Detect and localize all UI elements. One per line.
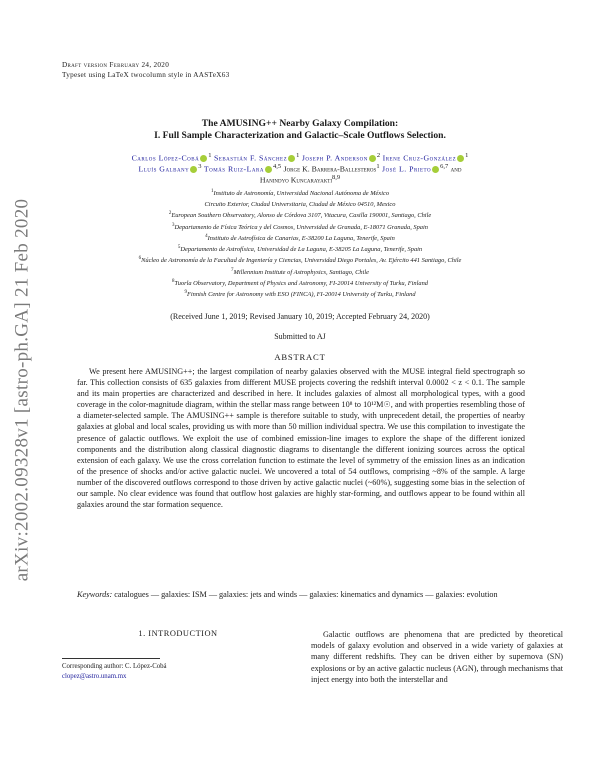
keywords-text: catalogues — galaxies: ISM — galaxies: jets and winds — galaxies: kinematics and dynamics — galaxies: evolution (114, 590, 498, 599)
corresponding-author (62, 662, 282, 681)
affiliation: $^1$Instituto de Astronomía, Universidad Nacional Autónoma de México (210, 189, 390, 198)
affiliation: $^5$Departamento de Astrofísica, Universidad de La Laguna, E-38205 La Laguna, Tenerife, Spain (177, 245, 423, 254)
received-dates: (Received June 1, 2019; Revised January 10, 2019; Accepted February 24, 2020) (170, 312, 430, 321)
paper-title-line1: The AMUSING++ Nearby Galaxy Compilation: (201, 118, 399, 129)
affiliation: $^3$Departamento de Física Teórica y del Cosmos, Universidad de Granada, E-18071 Granada, Spain (172, 222, 428, 231)
arxiv-id: arXiv:2002.09328v1 [astro-ph.GA] 21 Feb 2020 (11, 198, 33, 582)
author-line-3: Hanindyo Kuncarayakti$^{8,9}$ (259, 174, 341, 185)
footnote-rule (62, 658, 160, 659)
corresponding-email[interactable]: clopez@astro.unam.mx (62, 672, 127, 680)
abstract-text: We present here AMUSING++; the largest compilation of nearby galaxies observed with the MUSE integral field spectrograph so far. This collection consists of 635 galaxies from different MUSE projects covering the redshift interval 0.0002 < z < 0.1. The sample and its main properties are characterized and described in here. It includes galaxies of almost all morphological types, with a good coverage in the color-magnitude diagram, within the stellar mass range between 10⁸ to 10¹²M☉, and with properties resembling those of a diameter-selected sample. The AMUSING++ sample is therefore suitable to study, with unprecedent detail, the properties of nearby galaxies at global and local scales, providing us with more than 50 million individual spectra. We use this compilation to investigate the presence of galactic outflows. We exploit the use of combined emission-line images to explore the shape of the different ionized components and the distribution along classical diagnostic diagrams to disentangle the different ionizing sources across the optical extension of each galaxy. We use the cross correlation function to estimate the level of symmetry of the emission lines as an indication of the presence of shocks and/or active galactic nuclei. We uncovered a total of 54 outflows, comprising ~8% of the sample. A large number of the discovered outflows correspond to those driven by active galactic nuclei (~60%), suggesting some bias in the selection of our sample. No clear evidence was found that outflow host galaxies are highly star-forming, and outflows appear to be found within all galaxies around the star formation sequence. (77, 367, 525, 510)
affiliation: $^2$European Southern Observatory, Alonso de Córdova 3107, Vitacura, Casilla 190001, Santiago, Chile (168, 211, 432, 220)
corresponding-label: Corresponding author: C. López-Cobá (62, 663, 167, 670)
author-line-1: Carlos López-Cobá $^1$ Sebastián F. Sánchez $^1$ Joseph P. Anderson $^2$ Irene Cruz-González $^1$ (131, 152, 469, 163)
abstract-heading: ABSTRACT (274, 352, 326, 362)
author-line-2: Lluís Galbany $^3$ Tomás Ruiz-Lara $^{4,5}$ Jorge K. Barrera-Ballesteros$^1$ José L. Prieto $^{6,7}$ and (138, 163, 462, 174)
author-name: Jorge K. Barrera-Ballesteros (283, 164, 377, 174)
affiliation: $^9$Finnish Centre for Astronomy with ESO (FINCA), FI-20014 University of Turku, Finland (184, 289, 416, 299)
affiliation: $^4$Instituto de Astrofísica de Canarias, E-38200 La Laguna, Tenerife, Spain (205, 233, 395, 242)
keywords (77, 589, 525, 600)
draft-version: Draft version February 24, 2020 (62, 61, 170, 69)
keywords-label: Keywords: (77, 590, 113, 599)
author-name[interactable]: Joseph P. Anderson (301, 153, 368, 163)
intro-paragraph: Galactic outflows are phenomena that are predicted by theoretical models of galaxy evolution and observed in a wide variety of galaxies at many different redshifts. They can be driven either by supernova (SN) explosions or by an active galactic nucleus (AGN), through mechanisms that inject energy into both the interstellar and (311, 630, 563, 684)
author-name[interactable]: Carlos López-Cobá (131, 153, 200, 163)
paper-title-line2: I. Full Sample Characterization and Galactic–Scale Outflows Selection. (154, 130, 446, 141)
typeset-note: Typeset using LaTeX twocolumn style in AASTeX63 (62, 71, 230, 79)
affiliation: $^7$Millennium Institute of Astrophysics, Santiago, Chile (231, 267, 369, 276)
and-word: and (450, 164, 462, 174)
author-name[interactable]: Irene Cruz-González (382, 153, 457, 163)
arxiv-sidebar (9, 180, 35, 600)
affiliations (40, 187, 560, 299)
author-name[interactable]: José L. Prieto (382, 164, 432, 174)
author-name[interactable]: Sebastián F. Sánchez (213, 153, 288, 163)
author-name[interactable]: Lluís Galbany (138, 164, 190, 174)
affiliation: $^6$Núcleo de Astronomía de la Facultad de Ingeniería y Ciencias, Universidad Diego Portales, Av. Ejército 441 Santiago, Chile (138, 256, 462, 265)
section-heading: 1. INTRODUCTION (138, 629, 218, 638)
submitted-to: Submitted to AJ (274, 332, 326, 341)
author-name: Hanindyo Kuncarayakti (259, 175, 333, 185)
affiliation: $^8$Tuorla Observatory, Department of Physics and Astronomy, FI-20014 University of Turku, Finland (172, 278, 428, 287)
author-name[interactable]: Tomás Ruiz-Lara (203, 164, 264, 174)
affiliation: Circuito Exterior, Ciudad Universitaria, Ciudad de México 04510, Mexico (204, 201, 396, 209)
